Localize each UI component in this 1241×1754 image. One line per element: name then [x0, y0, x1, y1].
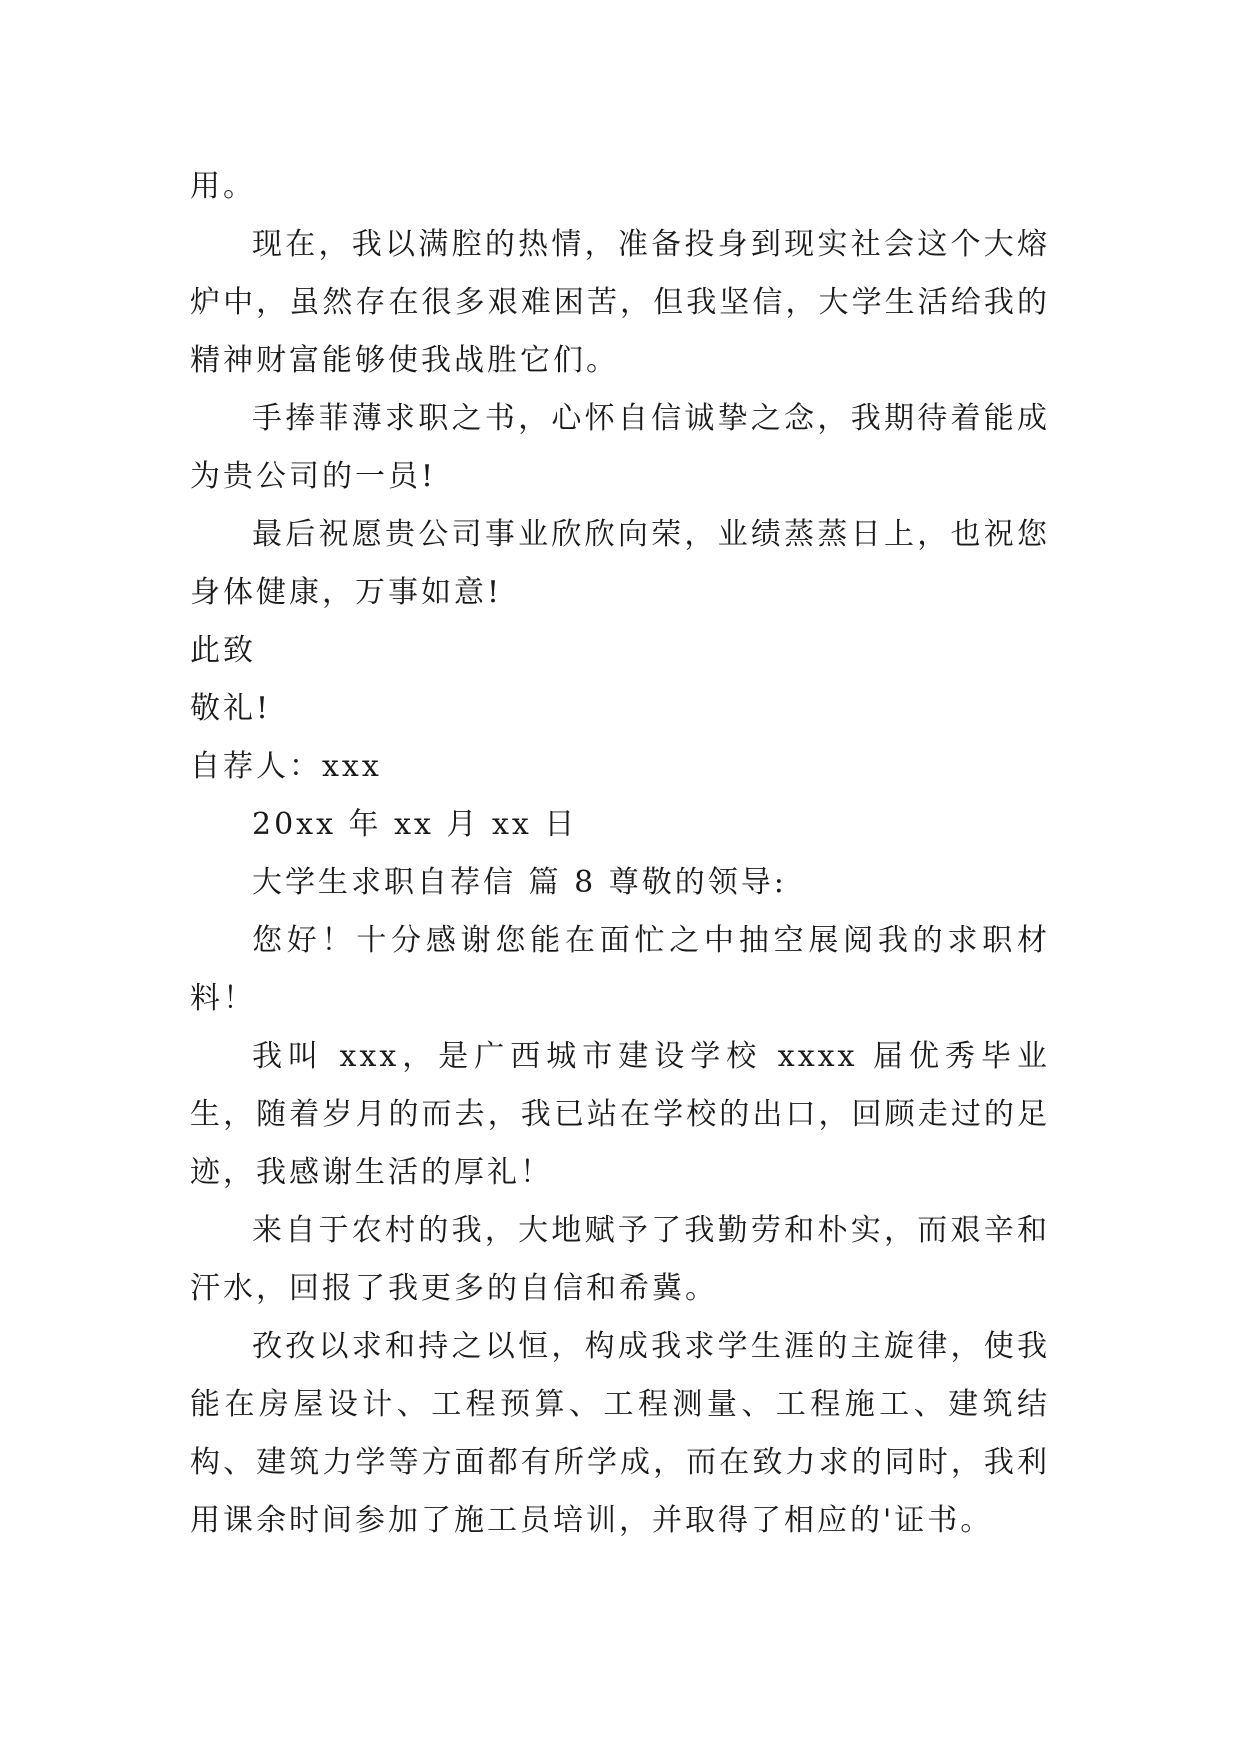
- paragraph-introduction: 我叫 xxx，是广西城市建设学校 xxxx 届优秀毕业生，随着岁月的而去，我已站在学校的出口，回顾走过的足迹，我感谢生活的厚礼！: [190, 1039, 1050, 1190]
- paragraph-wishes: 最后祝愿贵公司事业欣欣向荣，业绩蒸蒸日上，也祝您身体健康，万事如意!: [190, 517, 1050, 610]
- paragraph-background: 来自于农村的我，大地赋予了我勤劳和朴实，而艰辛和汗水，回报了我更多的自信和希冀。: [190, 1213, 1050, 1306]
- closing-salutation: 此致: [190, 633, 256, 668]
- letter-body: [190, 158, 1050, 1550]
- section-heading: 大学生求职自荐信 篇 8 尊敬的领导:: [252, 865, 787, 900]
- signature-line: 自荐人：xxx: [190, 749, 382, 784]
- closing-regards: 敬礼!: [190, 691, 272, 726]
- date-line: 20xx 年 xx 月 xx 日: [252, 807, 578, 842]
- paragraph-greeting: 您好！十分感谢您能在面忙之中抽空展阅我的求职材料！: [190, 923, 1050, 1016]
- paragraph-continuation: 用。: [190, 169, 256, 204]
- paragraph-hope: 手捧菲薄求职之书，心怀自信诚挚之念，我期待着能成为贵公司的一员!: [190, 401, 1050, 494]
- paragraph-studies: 孜孜以求和持之以恒，构成我求学生涯的主旋律，使我能在房屋设计、工程预算、工程测量、工程施工、建筑结构、建筑力学等方面都有所学成，而在致力求的同时，我利用课余时间参加了施工员培训，并取得了相应的'证书。: [190, 1329, 1050, 1538]
- paragraph-enthusiasm: 现在，我以满腔的热情，准备投身到现实社会这个大熔炉中，虽然存在很多艰难困苦，但我坚信，大学生活给我的精神财富能够使我战胜它们。: [190, 227, 1050, 378]
